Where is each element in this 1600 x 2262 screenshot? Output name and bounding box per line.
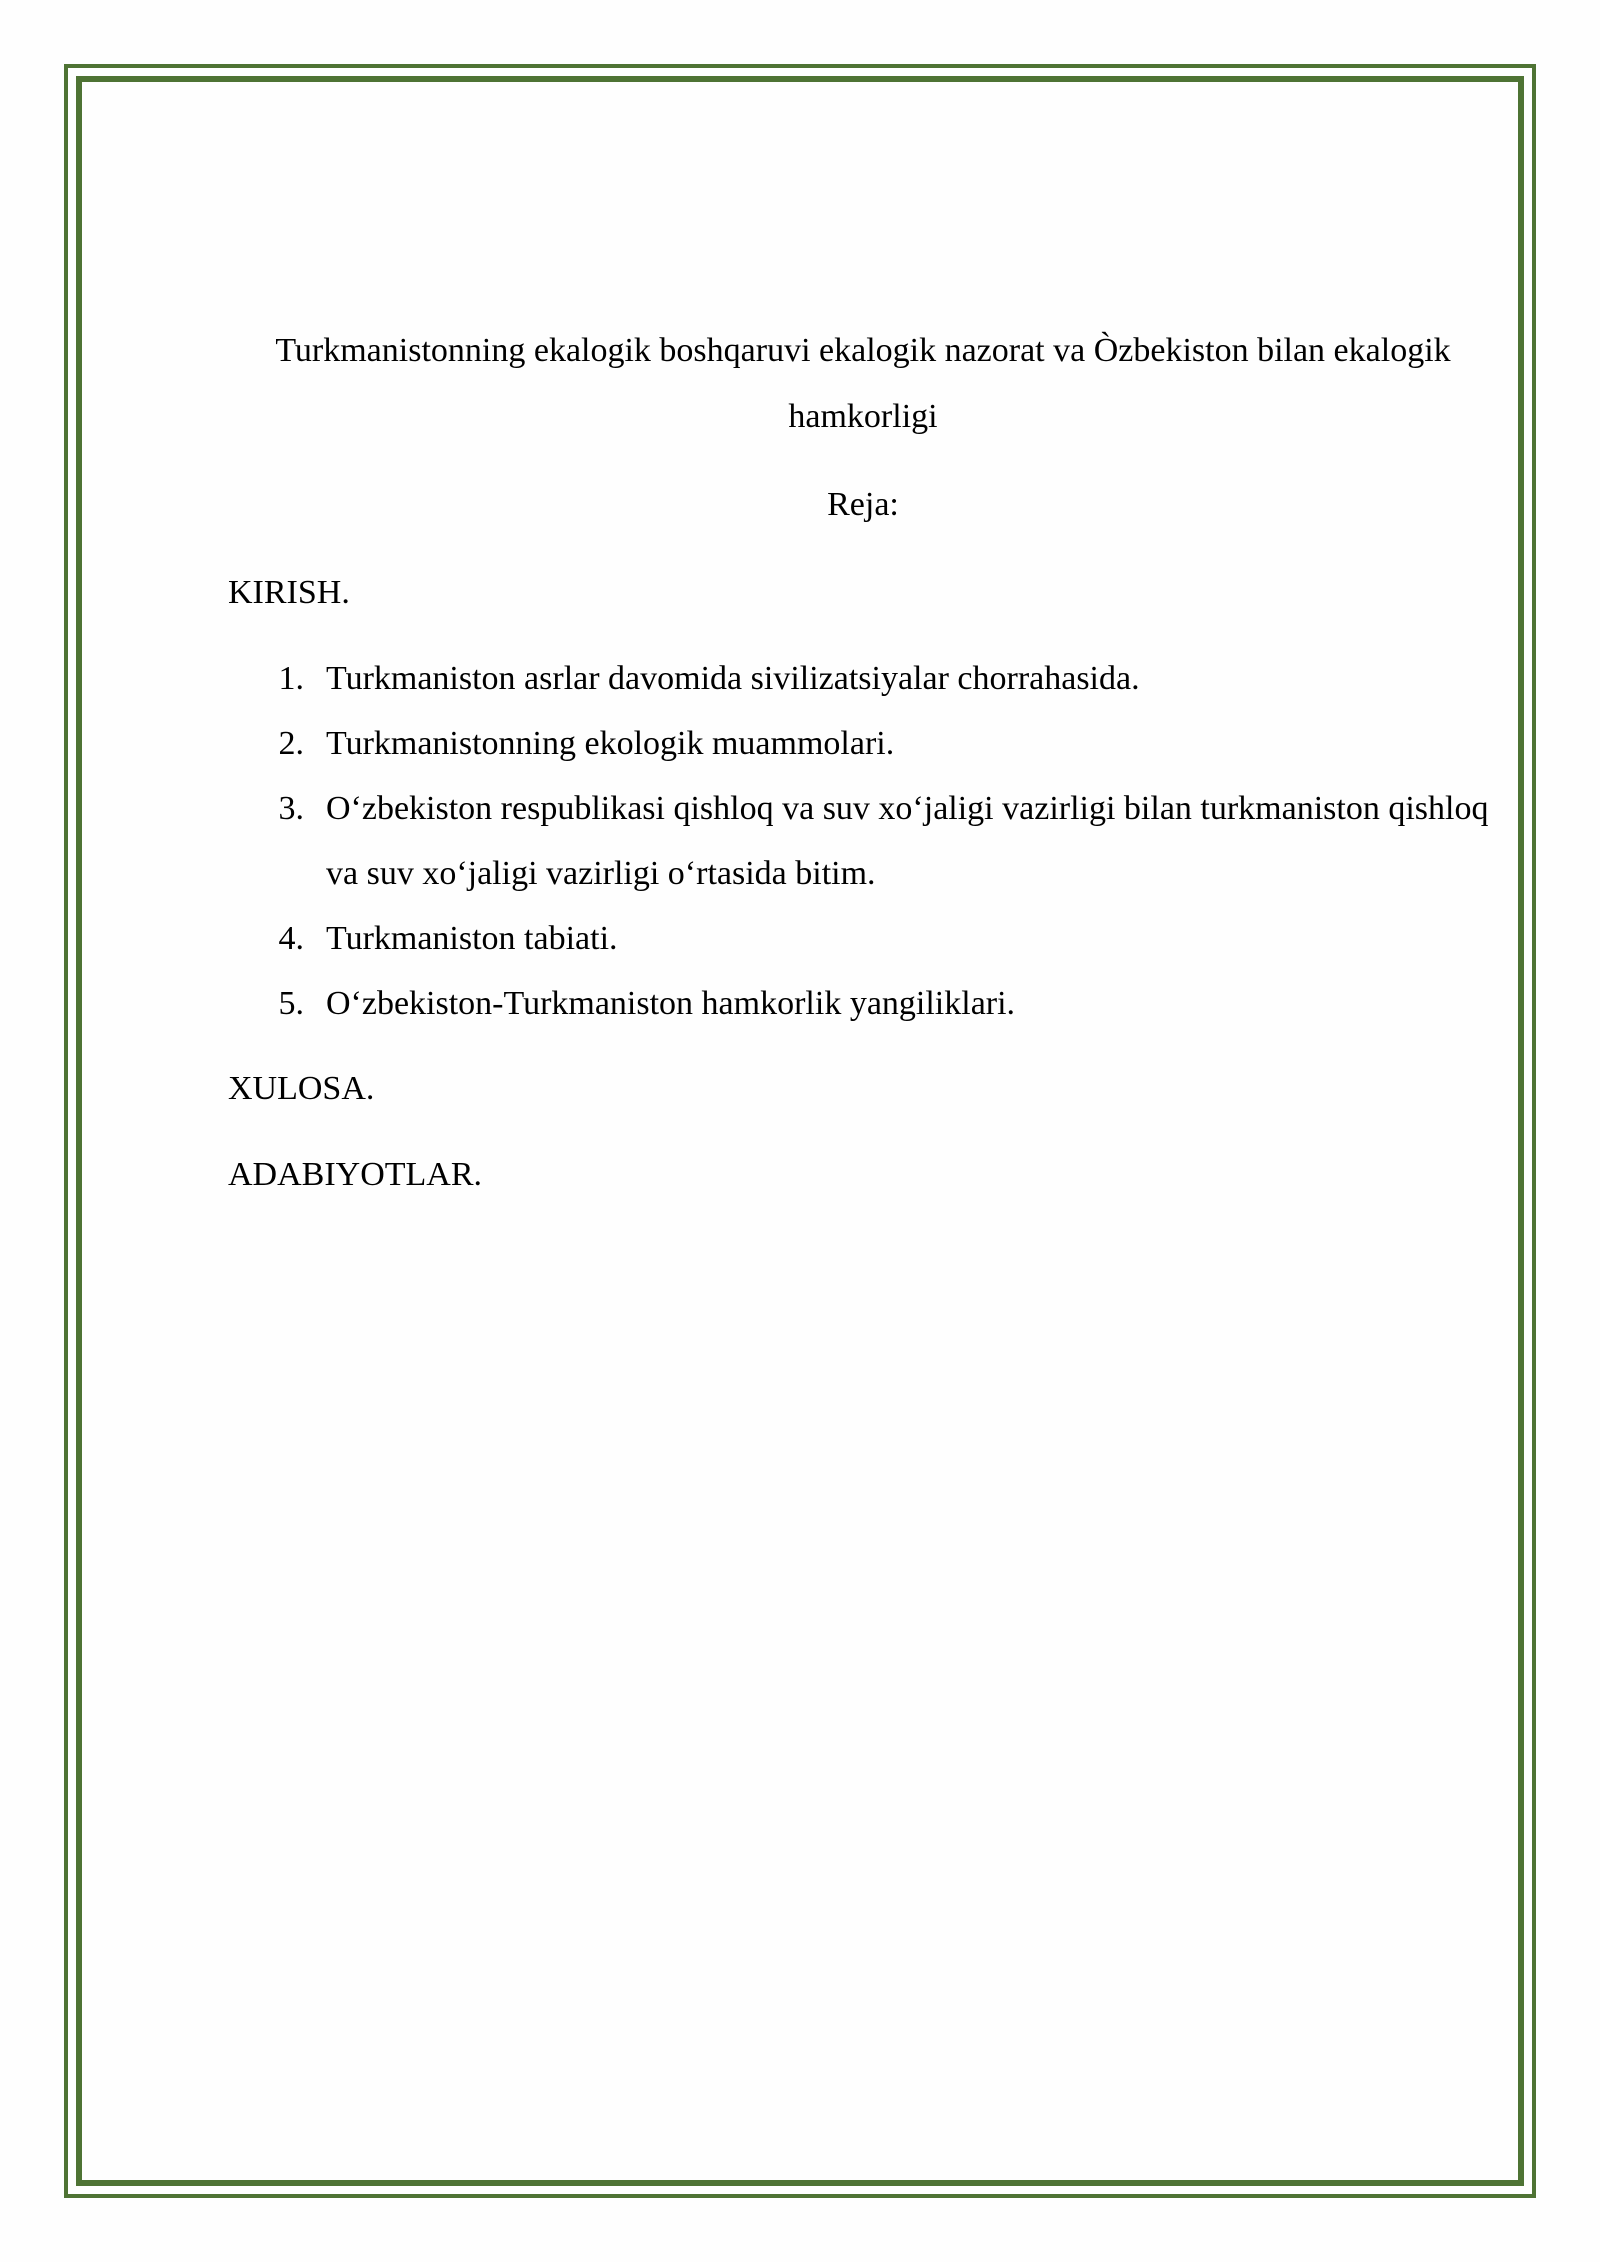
list-item [228, 971, 1498, 1036]
references-heading: ADABIYOTLAR. [228, 1156, 483, 1193]
list-item-text: O‘zbekiston-Turkmaniston hamkorlik yangiliklari. [326, 985, 1016, 1022]
list-item-number: 3. [278, 790, 304, 827]
list-item [228, 906, 1498, 971]
intro-heading: KIRISH. [228, 574, 350, 611]
plan-list [228, 646, 1498, 1036]
list-item-text: Turkmaniston tabiati. [326, 920, 618, 957]
list-item [228, 711, 1498, 776]
list-item-number: 1. [278, 660, 304, 697]
list-item [228, 776, 1498, 906]
document-title: Turkmanistonning ekalogik boshqaruvi ekalogik nazorat va Òzbekiston bilan ekalogik hamkorligi [275, 332, 1451, 435]
conclusion-heading: XULOSA. [228, 1070, 375, 1107]
list-item-number: 2. [278, 725, 304, 762]
list-item-number: 4. [278, 920, 304, 957]
list-item-text: Turkmaniston asrlar davomida sivilizatsiyalar chorrahasida. [326, 660, 1140, 697]
document-body [228, 318, 1498, 1208]
list-item-text: Turkmanistonning ekologik muammolari. [326, 725, 895, 762]
plan-label: Reja: [827, 486, 899, 523]
list-item-number: 5. [278, 985, 304, 1022]
list-item [228, 646, 1498, 711]
list-item-text: O‘zbekiston respublikasi qishloq va suv xo‘jaligi vazirligi bilan turkmaniston qishloq va suv xo‘jaligi vazirligi o‘rtasida bitim. [326, 790, 1489, 892]
